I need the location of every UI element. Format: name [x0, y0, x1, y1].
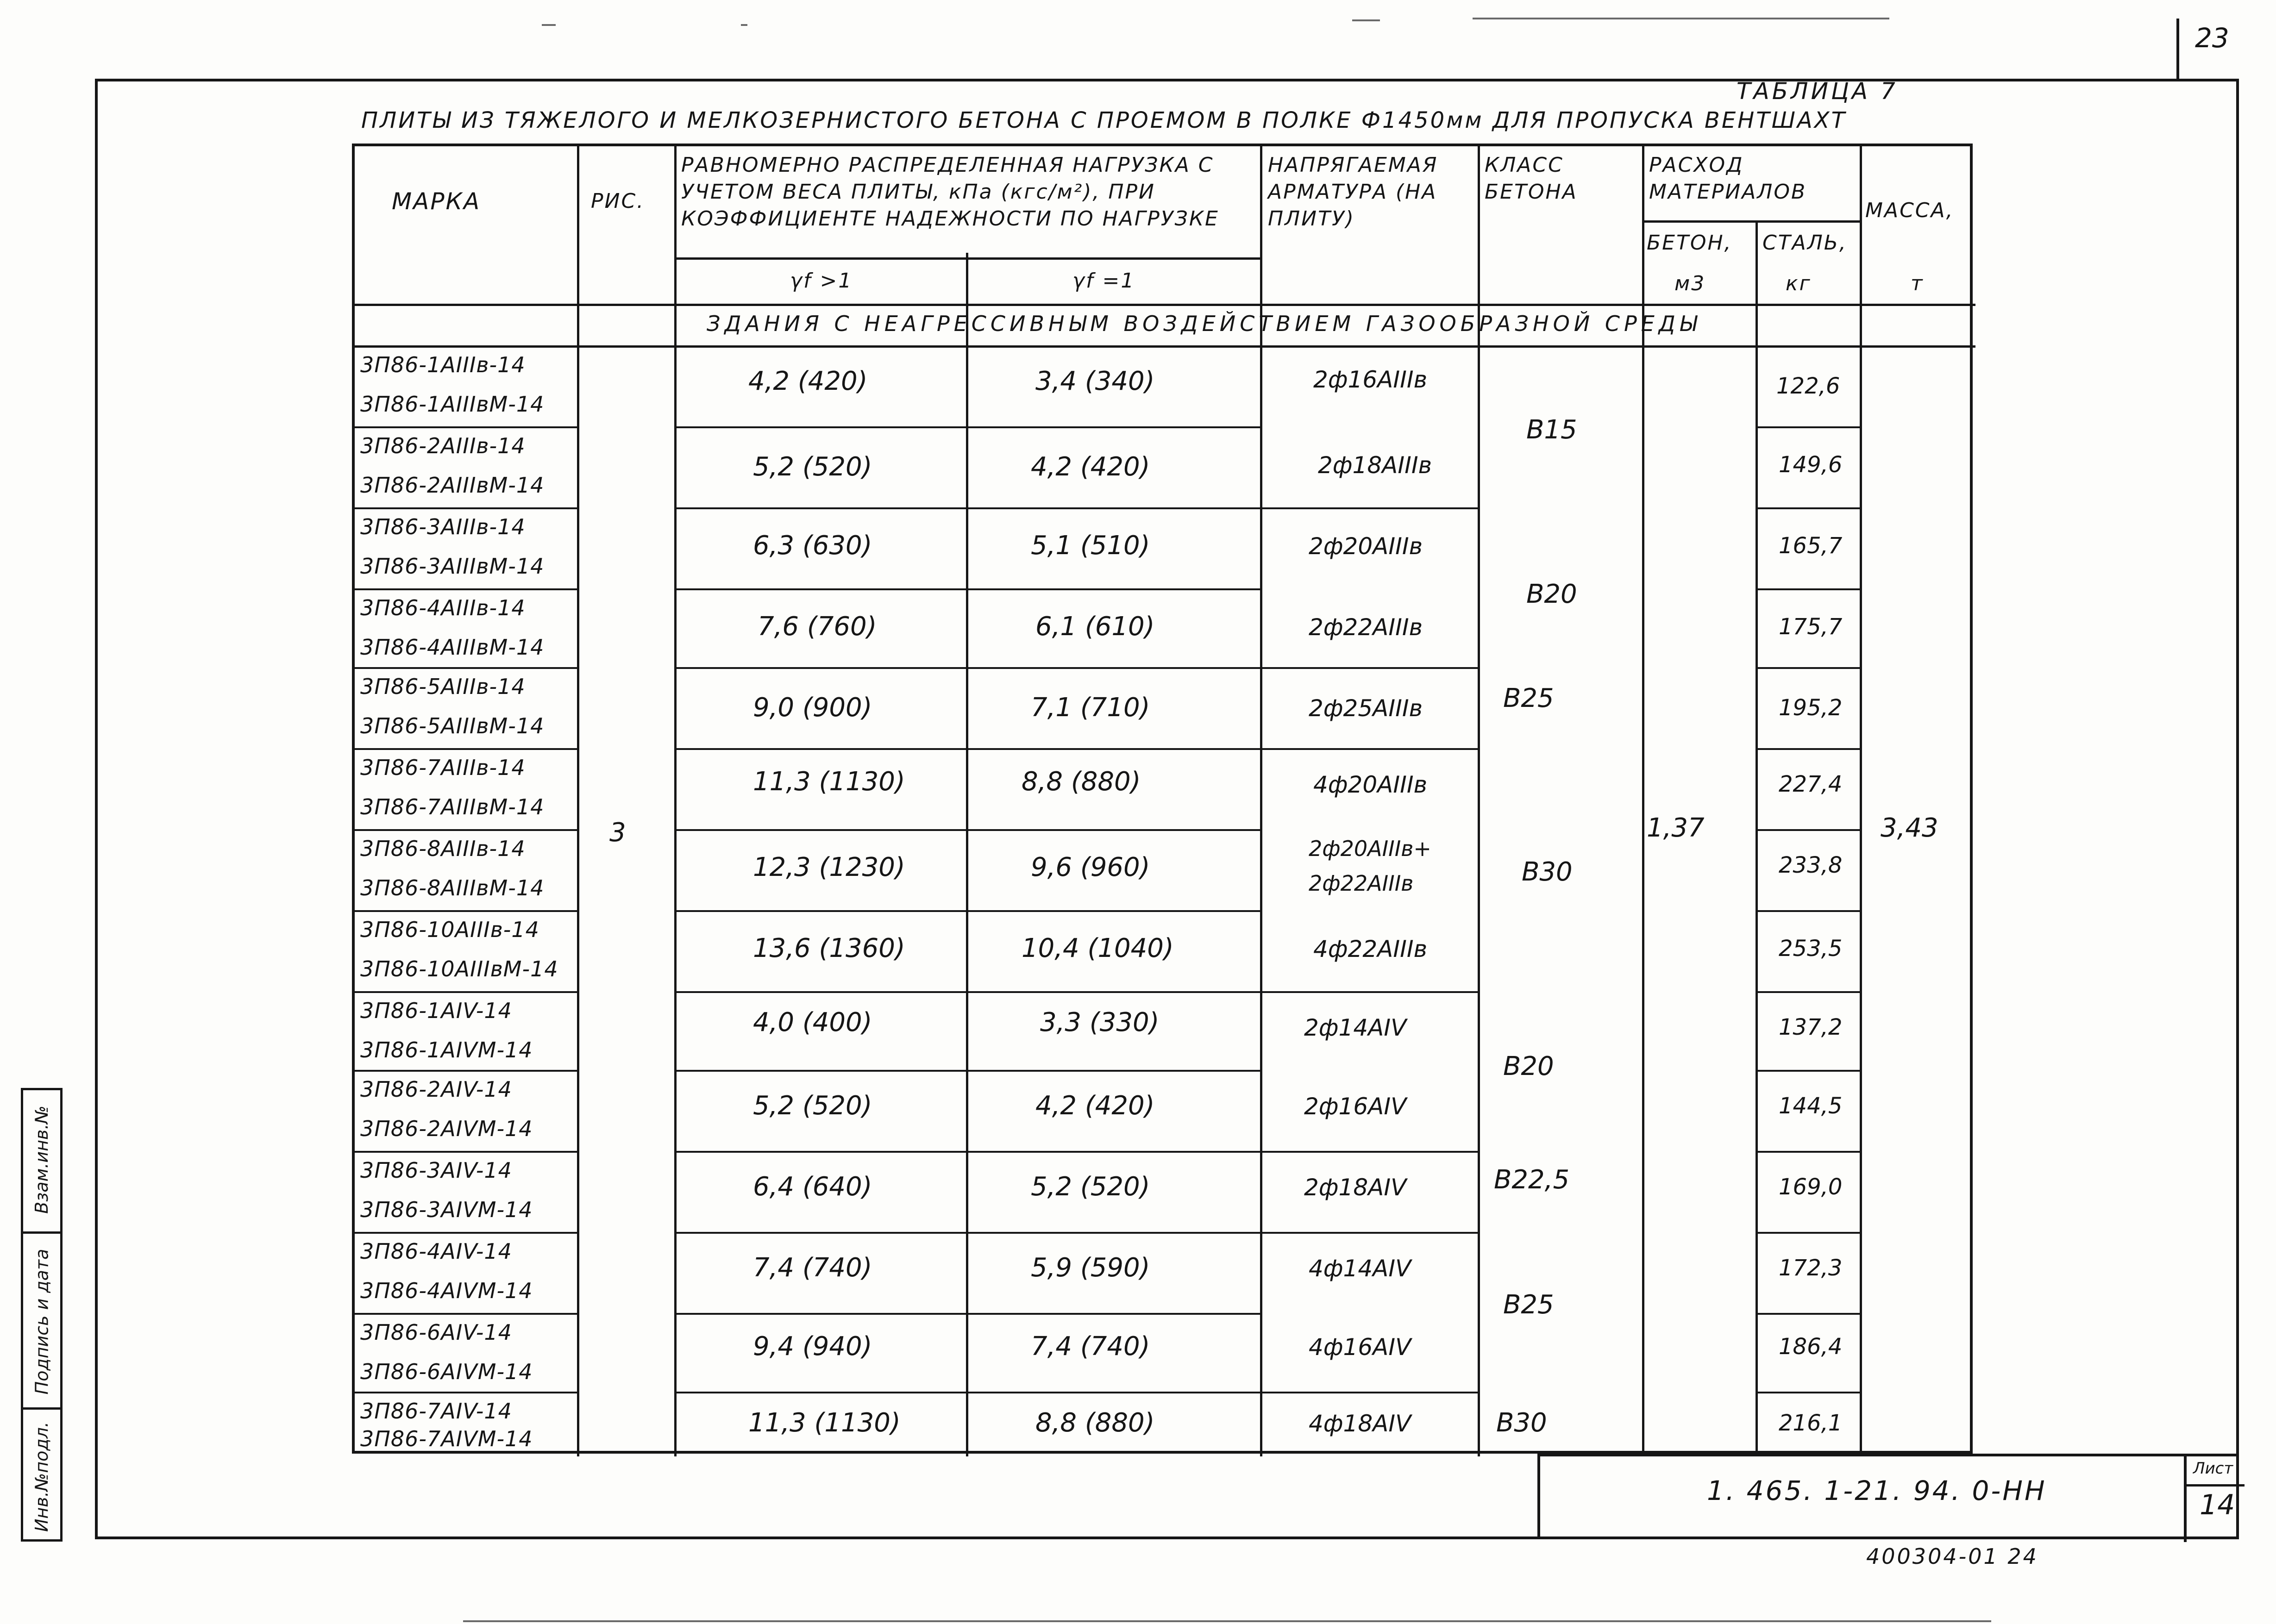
table-title: ПЛИТЫ ИЗ ТЯЖЕЛОГО И МЕЛКОЗЕРНИСТОГО БЕТОНА С ПРОЕМОМ В ПОЛКЕ Ф1450мм ДЛЯ ПРОПУСКА ВЕНТШАХТ: [361, 107, 1847, 133]
row-2-steel: 149,6: [1779, 452, 1843, 478]
header-gamma-gt1: γf >1: [790, 269, 853, 293]
approval-strip: [21, 1088, 63, 1542]
row-13-rebar: 4ф16АIV: [1309, 1334, 1411, 1361]
row-9-steel: 137,2: [1779, 1014, 1843, 1040]
signature-date-label: Подпись и дата: [31, 1249, 52, 1395]
sheet-value: 14: [2200, 1489, 2235, 1521]
row-11-load2: 5,2 (520): [1031, 1172, 1150, 1202]
row-8-load2: 10,4 (1040): [1022, 933, 1174, 963]
row-8-mark2: 3П86-10АIIIвМ-14: [360, 956, 558, 981]
header-gamma-eq1: γf =1: [1072, 269, 1135, 293]
document-code: 1. 465. 1-21. 94. 0-НН: [1707, 1475, 2047, 1506]
row-5-mark2: 3П86-5АIIIвМ-14: [360, 713, 545, 738]
row-3-steel: 165,7: [1779, 533, 1843, 559]
fig-value: 3: [609, 818, 626, 848]
row-10-mark1: 3П86-2АIV-14: [360, 1077, 512, 1102]
inventory-code: 400304-01 24: [1866, 1544, 2038, 1569]
row-10-load1: 5,2 (520): [753, 1091, 872, 1121]
row-12-mark1: 3П86-4АIV-14: [360, 1239, 512, 1264]
row-12-mark2: 3П86-4АIVМ-14: [360, 1278, 533, 1303]
row-6-mark2: 3П86-7АIIIвМ-14: [360, 794, 545, 819]
row-14-rebar: 4ф18АIV: [1309, 1410, 1411, 1437]
row-6-mark1: 3П86-7АIIIв-14: [360, 755, 526, 780]
section-title: ЗДАНИЯ С НЕАГРЕССИВНЫМ ВОЗДЕЙСТВИЕМ ГАЗООБРАЗНОЙ СРЕДЫ: [707, 311, 1701, 336]
sheet-cell: [2184, 1456, 2245, 1542]
row-4-rebar: 2ф22АIIIв: [1309, 614, 1423, 641]
title-block: [1537, 1454, 2239, 1539]
row-1-load1: 4,2 (420): [748, 366, 868, 396]
row-9-load1: 4,0 (400): [753, 1007, 872, 1037]
row-2-load1: 5,2 (520): [753, 452, 872, 482]
row-2-mark2: 3П86-2АIIIвМ-14: [360, 473, 545, 498]
row-5-rebar: 2ф25АIIIв: [1309, 695, 1423, 722]
row-3-mark2: 3П86-3АIIIвМ-14: [360, 554, 545, 579]
row-7-load1: 12,3 (1230): [753, 852, 905, 882]
concrete-class-b225: В22,5: [1494, 1165, 1570, 1195]
row-2-rebar: 2ф18АIIIв: [1318, 452, 1432, 479]
row-4-mark1: 3П86-4АIIIв-14: [360, 595, 526, 620]
header-mass: МАССА,: [1865, 199, 1954, 222]
row-1-steel: 122,6: [1776, 373, 1840, 399]
header-mass-unit: т: [1911, 272, 1924, 295]
row-1-rebar: 2ф16АIIIв: [1313, 366, 1428, 393]
row-13-load1: 9,4 (940): [753, 1331, 872, 1362]
concrete-class-b25: В25: [1503, 683, 1554, 713]
row-12-steel: 172,3: [1779, 1255, 1843, 1281]
row-4-load1: 7,6 (760): [758, 612, 877, 642]
row-11-rebar: 2ф18АIV: [1304, 1174, 1407, 1201]
row-9-mark1: 3П86-1АIV-14: [360, 998, 512, 1023]
row-13-mark2: 3П86-6АIVМ-14: [360, 1359, 533, 1384]
row-11-mark1: 3П86-3АIV-14: [360, 1158, 512, 1183]
row-6-rebar: 4ф20АIIIв: [1313, 771, 1428, 798]
row-5-mark1: 3П86-5АIIIв-14: [360, 674, 526, 699]
row-9-rebar: 2ф14АIV: [1304, 1014, 1407, 1041]
row-9-mark2: 3П86-1АIVМ-14: [360, 1037, 533, 1062]
header-fig: РИС.: [591, 189, 645, 213]
row-8-steel: 253,5: [1779, 936, 1843, 962]
mass-value: 3,43: [1881, 813, 1938, 843]
sheet-number: 23: [2195, 22, 2229, 54]
row-2-mark1: 3П86-2АIIIв-14: [360, 433, 526, 458]
row-8-load1: 13,6 (1360): [753, 933, 905, 963]
row-3-rebar: 2ф20АIIIв: [1309, 533, 1423, 560]
row-10-rebar: 2ф16АIV: [1304, 1093, 1407, 1120]
header-concrete-class: КЛАСС БЕТОНА: [1485, 153, 1578, 204]
row-7-load2: 9,6 (960): [1031, 852, 1150, 882]
header-mark: МАРКА: [392, 188, 481, 215]
row-14-mark2: 3П86-7АIVМ-14: [360, 1426, 533, 1451]
row-7-rebar: 2ф20АIIIв+: [1309, 836, 1431, 861]
header-steel-unit: кг: [1786, 272, 1812, 295]
row-14-steel: 216,1: [1779, 1410, 1843, 1436]
row-13-steel: 186,4: [1779, 1334, 1843, 1360]
concrete-class-b20: В20: [1526, 579, 1577, 609]
row-10-steel: 144,5: [1779, 1093, 1843, 1119]
sheet-cell-divider: [2187, 1484, 2245, 1487]
row-6-load2: 8,8 (880): [1022, 767, 1141, 797]
row-12-load1: 7,4 (740): [753, 1253, 872, 1283]
row-1-mark2: 3П86-1АIIIвМ-14: [360, 392, 545, 417]
row-12-load2: 5,9 (590): [1031, 1253, 1150, 1283]
row-14-load1: 11,3 (1130): [748, 1408, 901, 1438]
header-materials: РАСХОД МАТЕРИАЛОВ: [1649, 153, 1807, 204]
row-2-load2: 4,2 (420): [1031, 452, 1150, 482]
row-13-load2: 7,4 (740): [1031, 1331, 1150, 1362]
row-8-rebar: 4ф22АIIIв: [1313, 936, 1428, 962]
concrete-class-b15: В15: [1526, 415, 1577, 445]
concrete-volume: 1,37: [1647, 813, 1705, 843]
data-table: [352, 144, 1973, 1454]
sheet-label: Лист: [2193, 1459, 2233, 1478]
header-rebar: НАПРЯГАЕМАЯ АРМАТУРА (НА ПЛИТУ): [1268, 153, 1438, 231]
row-11-steel: 169,0: [1779, 1174, 1843, 1200]
row-4-steel: 175,7: [1779, 614, 1843, 640]
inventory-number-label: Инв.№подл.: [31, 1421, 52, 1532]
row-13-mark1: 3П86-6АIV-14: [360, 1320, 512, 1345]
row-9-load2: 3,3 (330): [1040, 1007, 1160, 1037]
concrete-class-b30: В30: [1522, 857, 1573, 887]
concrete-class-b25-2: В25: [1503, 1290, 1554, 1320]
concrete-class-b20-2: В20: [1503, 1051, 1554, 1081]
row-10-mark2: 3П86-2АIVМ-14: [360, 1116, 533, 1141]
row-8-mark1: 3П86-10АIIIв-14: [360, 917, 539, 942]
replacement-inventory-label: Взам.инв.№: [31, 1106, 52, 1214]
row-6-steel: 227,4: [1779, 771, 1843, 797]
table-label: ТАБЛИЦА 7: [1737, 78, 1898, 105]
header-concrete: БЕТОН,: [1647, 231, 1732, 255]
concrete-class-b30-2: В30: [1496, 1408, 1547, 1438]
row-10-load2: 4,2 (420): [1035, 1091, 1155, 1121]
row-11-load1: 6,4 (640): [753, 1172, 872, 1202]
row-4-load2: 6,1 (610): [1035, 612, 1155, 642]
sheet-number-divider: [2176, 19, 2179, 79]
row-3-load1: 6,3 (630): [753, 531, 872, 561]
row-5-load1: 9,0 (900): [753, 693, 872, 723]
row-11-mark2: 3П86-3АIVМ-14: [360, 1197, 533, 1222]
row-14-load2: 8,8 (880): [1035, 1408, 1155, 1438]
row-7-steel: 233,8: [1779, 852, 1843, 878]
row-4-mark2: 3П86-4АIIIвМ-14: [360, 635, 545, 660]
row-6-load1: 11,3 (1130): [753, 767, 905, 797]
row-1-mark1: 3П86-1АIIIв-14: [360, 352, 526, 377]
row-3-mark1: 3П86-3АIIIв-14: [360, 514, 526, 539]
row-1-load2: 3,4 (340): [1035, 366, 1155, 396]
row-5-load2: 7,1 (710): [1031, 693, 1150, 723]
row-7-rebar2: 2ф22АIIIв: [1309, 871, 1414, 896]
row-5-steel: 195,2: [1779, 695, 1843, 721]
row-7-mark2: 3П86-8АIIIвМ-14: [360, 875, 545, 900]
header-concrete-unit: м3: [1674, 272, 1706, 295]
row-3-load2: 5,1 (510): [1031, 531, 1150, 561]
row-7-mark1: 3П86-8АIIIв-14: [360, 836, 526, 861]
row-12-rebar: 4ф14АIV: [1309, 1255, 1411, 1282]
header-steel: СТАЛЬ,: [1762, 231, 1847, 255]
header-load: РАВНОМЕРНО РАСПРЕДЕЛЕННАЯ НАГРУЗКА С УЧЕТОМ ВЕСА ПЛИТЫ, кПа (кгс/м²), ПРИ КОЭФФИЦИЕНТЕ НАДЕЖНОСТИ ПО НАГРУЗКЕ: [681, 153, 1219, 231]
row-14-mark1: 3П86-7АIV-14: [360, 1399, 512, 1424]
